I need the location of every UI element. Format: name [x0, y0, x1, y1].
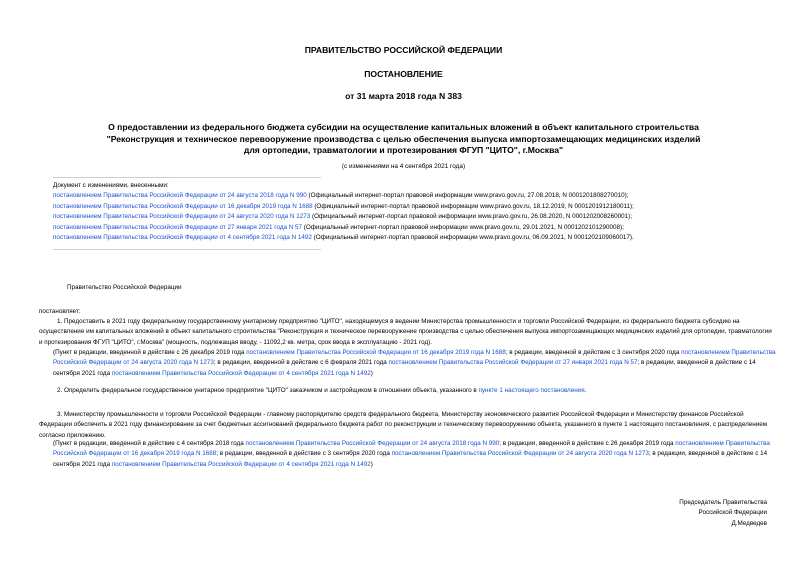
- document-link[interactable]: постановлением Правительства Российской Федерации от 16 декабря 2019 года N 1688: [53, 440, 770, 458]
- document-link[interactable]: постановлением Правительства Российской Федерации от 4 сентября 2021 года N 1492: [111, 460, 371, 468]
- divider-top: [53, 177, 321, 178]
- document-link[interactable]: пункте 1 настоящего постановления: [478, 387, 585, 394]
- amendments-block: [53, 181, 783, 243]
- government-heading: ПРАВИТЕЛЬСТВО РОССИЙСКОЙ ФЕДЕРАЦИИ: [304, 45, 503, 55]
- amendment-item: [53, 223, 783, 233]
- document-link[interactable]: постановлением Правительства Российской Федерации от 24 августа 2018 года N 990: [245, 440, 500, 447]
- paragraph-3-note: [53, 439, 777, 470]
- text-segment: ; в редакции, введенной в действие с 3 сентября 2020 года: [505, 349, 682, 356]
- text-segment: ): [370, 369, 373, 377]
- amendment-item: [53, 233, 783, 243]
- signature-name: Д.Медведев: [731, 519, 767, 527]
- amendment-item: [53, 212, 783, 222]
- amendment-link[interactable]: постановлением Правительства Российской Федерации от 27 января 2021 года N 57: [53, 223, 303, 231]
- paragraph-1: 1. Предоставить в 2021 году федеральному государственному унитарному предприятию "ЦИТО", находящемуся в ведении Министерства промышленности и торговли Российской Федерации, из федерального бюджета субсидию на осуществление им капитальных вложений в объект капитального строительства "Реконструкция и техническое перевооружение производства с целью обеспечения выпуска импортозамещающих медицинских изделий для ортопедии, травматологии и протезирования ФГУП "ЦИТО", г.Москва" (мощность, подлежащая вводу, - 11092,2 кв. метра, срок ввода в эксплуатацию - 2021 год).: [39, 318, 772, 346]
- amendment-source: (Официальный интернет-портал правовой информации www.pravo.gov.ru, 26.08.2020, N 0001202008260001);: [310, 213, 633, 221]
- document-link[interactable]: постановлением Правительства Российской Федерации от 16 декабря 2019 года N 1688: [246, 349, 506, 356]
- signature-block: [679, 498, 767, 529]
- text-segment: (Пункт в редакции, введенной в действие с 26 декабря 2019 года: [53, 349, 247, 356]
- paragraph-1-note: [53, 348, 777, 379]
- text-segment: ; в редакции, введенной в действие с 14 сентября 2021 года: [53, 359, 756, 377]
- divider-bottom: [53, 249, 321, 250]
- amendment-link[interactable]: постановлением Правительства Российской Федерации от 16 декабря 2019 года N 1688: [53, 202, 313, 210]
- document-type: ПОСТАНОВЛЕНИЕ: [364, 69, 443, 79]
- amendment-link[interactable]: постановлением Правительства Российской Федерации от 4 сентября 2021 года N 1492: [53, 234, 312, 242]
- government-label: Правительство Российской Федерации: [67, 284, 182, 291]
- document-date: от 31 марта 2018 года N 383: [345, 91, 462, 101]
- text-segment: ; в редакции, введенной в действие с 6 февраля 2021 года: [213, 359, 389, 367]
- amendment-source: (Официальный интернет-портал правовой информации www.pravo.gov.ru, 06.09.2021, N 0001202109060017).: [311, 234, 634, 242]
- amendment-link[interactable]: постановлением Правительства Российской Федерации от 24 августа 2020 года N 1273: [53, 213, 311, 221]
- text-segment: 2. Определить федеральное государственное унитарное предприятие "ЦИТО" заказчиком и застройщиком в отношении объекта, указанного в: [57, 387, 479, 394]
- amendment-link[interactable]: постановлением Правительства Российской Федерации от 24 августа 2018 года N 990: [53, 192, 307, 200]
- amendments-heading: Документ с изменениями, внесенными:: [53, 182, 169, 189]
- text-segment: (Пункт в редакции, введенной в действие с 4 сентября 2018 года: [53, 440, 246, 447]
- text-segment: ; в редакции, введенной в действие с 26 декабря 2019 года: [499, 440, 676, 447]
- amendment-item: [53, 202, 783, 212]
- document-link[interactable]: постановлением Правительства Российской Федерации от 27 января 2021 года N 57: [388, 359, 638, 367]
- text-segment: .: [584, 387, 587, 394]
- text-segment: ; в редакции, введенной в действие с 14 сентября 2021 года: [53, 450, 768, 468]
- paragraph-3: 3. Министерству промышленности и торговли Российской Федерации - главному распорядителю средств федерального бюджета, Министерству экономического развития Российской Федерации и Министерству финансов Российской Федерации обеспечить в 2021 году финансирование за счет бюджетных ассигнований федерального бюджета работ по реконструкции и техническому перевооружению объекта, указанного в пункте 1 настоящего постановления, с распределением согласно приложению.: [39, 411, 768, 439]
- document-link[interactable]: постановлением Правительства Российской Федерации от 4 сентября 2021 года N 1492: [111, 369, 371, 377]
- amended-note: (с изменениями на 4 сентября 2021 года): [341, 163, 466, 170]
- amendment-source: (Официальный интернет-портал правовой информации www.pravo.gov.ru, 27.08.2018, N 0001201808270010);: [306, 192, 629, 200]
- document-link[interactable]: постановлением Правительства Российской Федерации от 24 августа 2020 года N 1273: [53, 349, 776, 367]
- text-segment: ): [370, 460, 373, 468]
- signature-org: Российской Федерации: [698, 509, 767, 517]
- amendment-source: (Официальный интернет-портал правовой информации www.pravo.gov.ru, 29.01.2021, N 0001202101290008);: [302, 223, 624, 231]
- paragraph-2: [39, 386, 777, 396]
- document-title: О предоставлении из федерального бюджета субсидии на осуществление капитальных вложений в объект капитального строительства "Реконструкция и техническое перевооружение производства с целью обеспечения выпуска импортозамещающих медицинских изделий для ортопедии, травматологии и протезирования ФГУП "ЦИТО", г.Москва": [106, 122, 701, 156]
- amendment-item: [53, 191, 783, 201]
- decree-word: постановляет:: [39, 308, 81, 315]
- amendment-source: (Официальный интернет-портал правовой информации www.pravo.gov.ru, 18.12.2019, N 0001201912180011);: [312, 202, 634, 210]
- document-link[interactable]: постановлением Правительства Российской Федерации от 24 августа 2020 года N 1273: [391, 450, 649, 458]
- text-segment: ; в редакции, введенной в действие с 3 сентября 2020 года: [216, 450, 392, 458]
- signature-title: Председатель Правительства: [679, 499, 767, 506]
